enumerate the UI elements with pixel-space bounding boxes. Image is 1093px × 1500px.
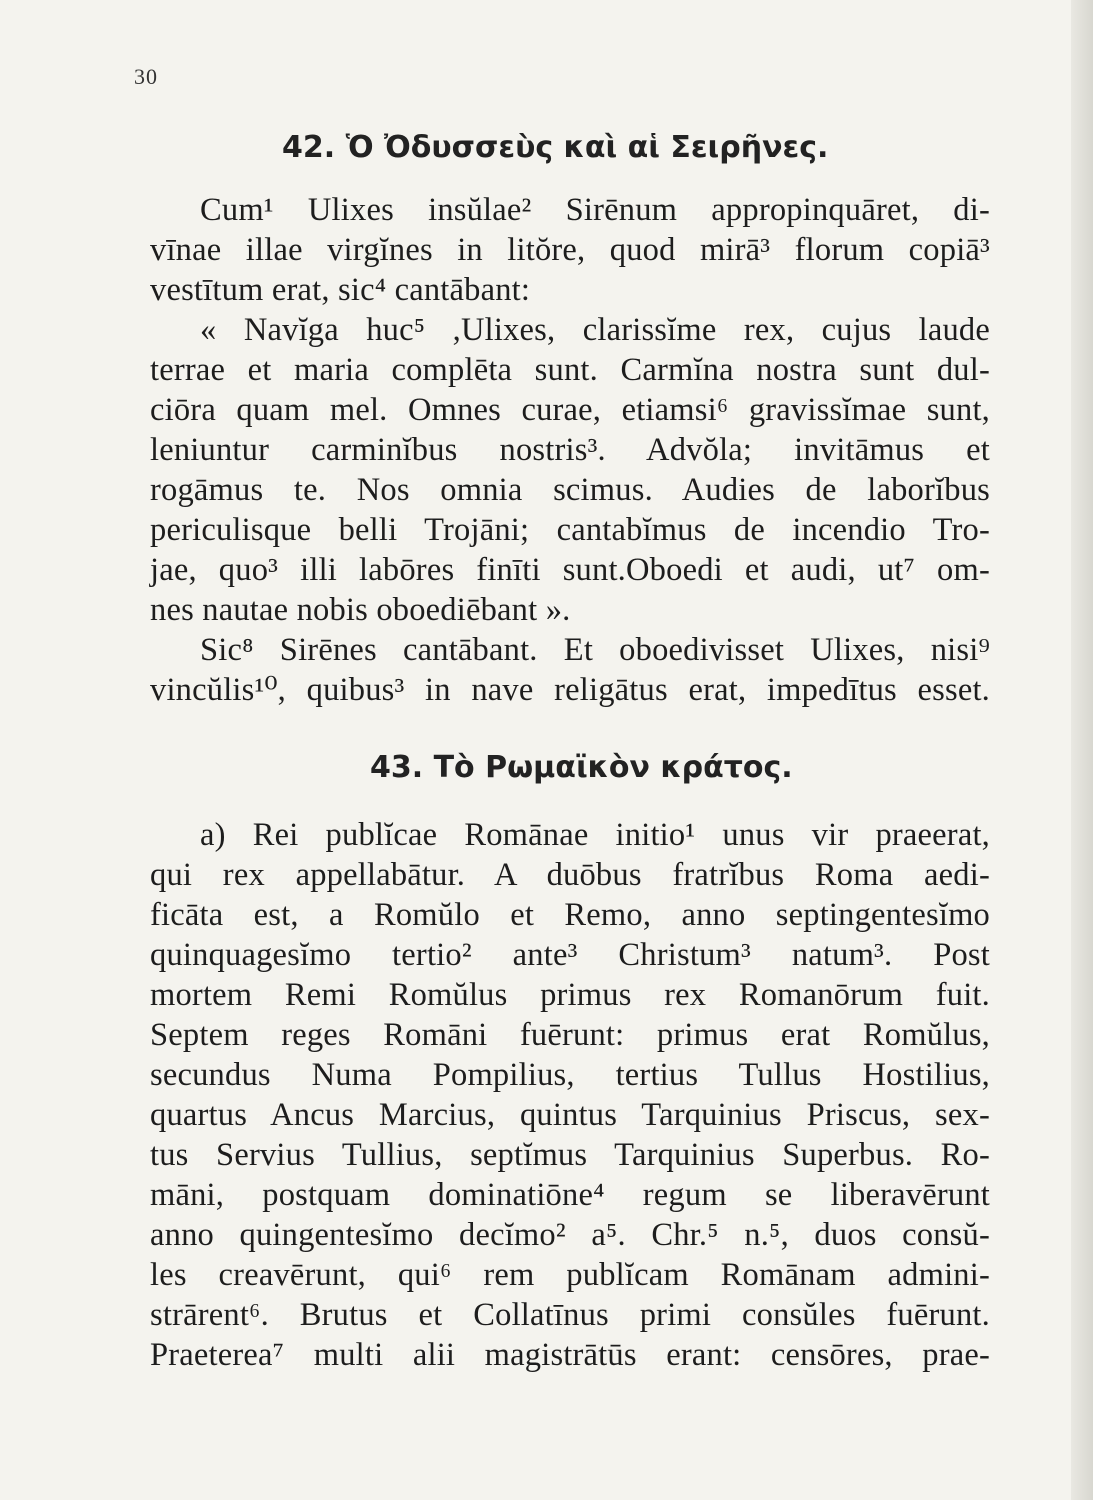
text-line: Sic⁸ Sirēnes cantābant. Et oboedivisset Ulixes, nisi⁹ [200,632,990,668]
text-line: vestītum erat, sic⁴ cantābant: [150,272,531,308]
text-line: qui rex appellabātur. A duōbus fratrĭbus Roma aedi- [150,857,990,893]
text-line: Praeterea⁷ multi alii magistrātūs erant: censōres, prae- [150,1337,990,1373]
text-line: strārent⁶. Brutus et Collatīnus primi consŭles fuērunt. [150,1297,990,1333]
text-line: rogāmus te. Nos omnia scimus. Audies de laborĭbus [150,472,990,508]
text-line: nes nautae nobis oboediēbant ». [150,592,571,628]
text-line: a) Rei publĭcae Romānae initio¹ unus vir praeerat, [200,817,990,853]
text-line: vīnae illae virgĭnes in litŏre, quod mirā³ florum copiā³ [150,232,990,268]
section-42-title: 42. Ὁ Ὀδυσσεὺς καὶ αἱ Σειρῆνες. [282,130,829,165]
text-line: « Navĭga huc⁵ ,Ulixes, clarissĭme rex, cujus laude [200,312,990,348]
section-42-text [150,190,990,710]
section-43-title: 43. Τὸ Ρωμαϊκὸν κράτος. [370,750,793,785]
text-line: mortem Remi Romŭlus primus rex Romanōrum fuit. [150,977,990,1013]
section-43-text [150,815,990,1375]
text-line: anno quingentesĭmo decĭmo² a⁵. Chr.⁵ n.⁵, duos consŭ- [150,1217,990,1253]
text-line: Septem reges Romāni fuērunt: primus erat Romŭlus, [150,1017,990,1053]
text-line: tus Servius Tullius, septĭmus Tarquinius Superbus. Ro- [150,1137,990,1173]
text-line: jae, quo³ illi labōres finīti sunt.Oboedi et audi, ut⁷ om- [150,552,990,588]
text-line: ciōra quam mel. Omnes curae, etiamsi⁶ gravissĭmae sunt, [150,392,990,428]
text-line: periculisque belli Trojāni; cantabĭmus de incendio Tro- [150,512,990,548]
text-line: secundus Numa Pompilius, tertius Tullus Hostilius, [150,1057,990,1093]
text-line: māni, postquam dominatiōne⁴ regum se liberavērunt [150,1177,990,1213]
page-number: 30 [134,64,158,89]
text-line: Cum¹ Ulixes insŭlae² Sirēnum appropinquāret, di- [200,192,990,228]
page-edge-shadow [1071,0,1093,1500]
text-line: terrae et maria complēta sunt. Carmĭna nostra sunt dul- [150,352,990,388]
text-line: quartus Ancus Marcius, quintus Tarquinius Priscus, sex- [150,1097,990,1133]
text-line: leniuntur carminĭbus nostris³. Advŏla; invitāmus et [150,432,990,468]
text-line: quinquagesĭmo tertio² ante³ Christum³ natum³. Post [150,937,990,973]
text-line: les creavērunt, qui⁶ rem publĭcam Romānam admini- [150,1257,990,1293]
text-line: ficāta est, a Romŭlo et Remo, anno septingentesĭmo [150,897,990,933]
text-line: vincŭlis¹⁰, quibus³ in nave religātus erat, impedītus esset. [150,672,990,708]
